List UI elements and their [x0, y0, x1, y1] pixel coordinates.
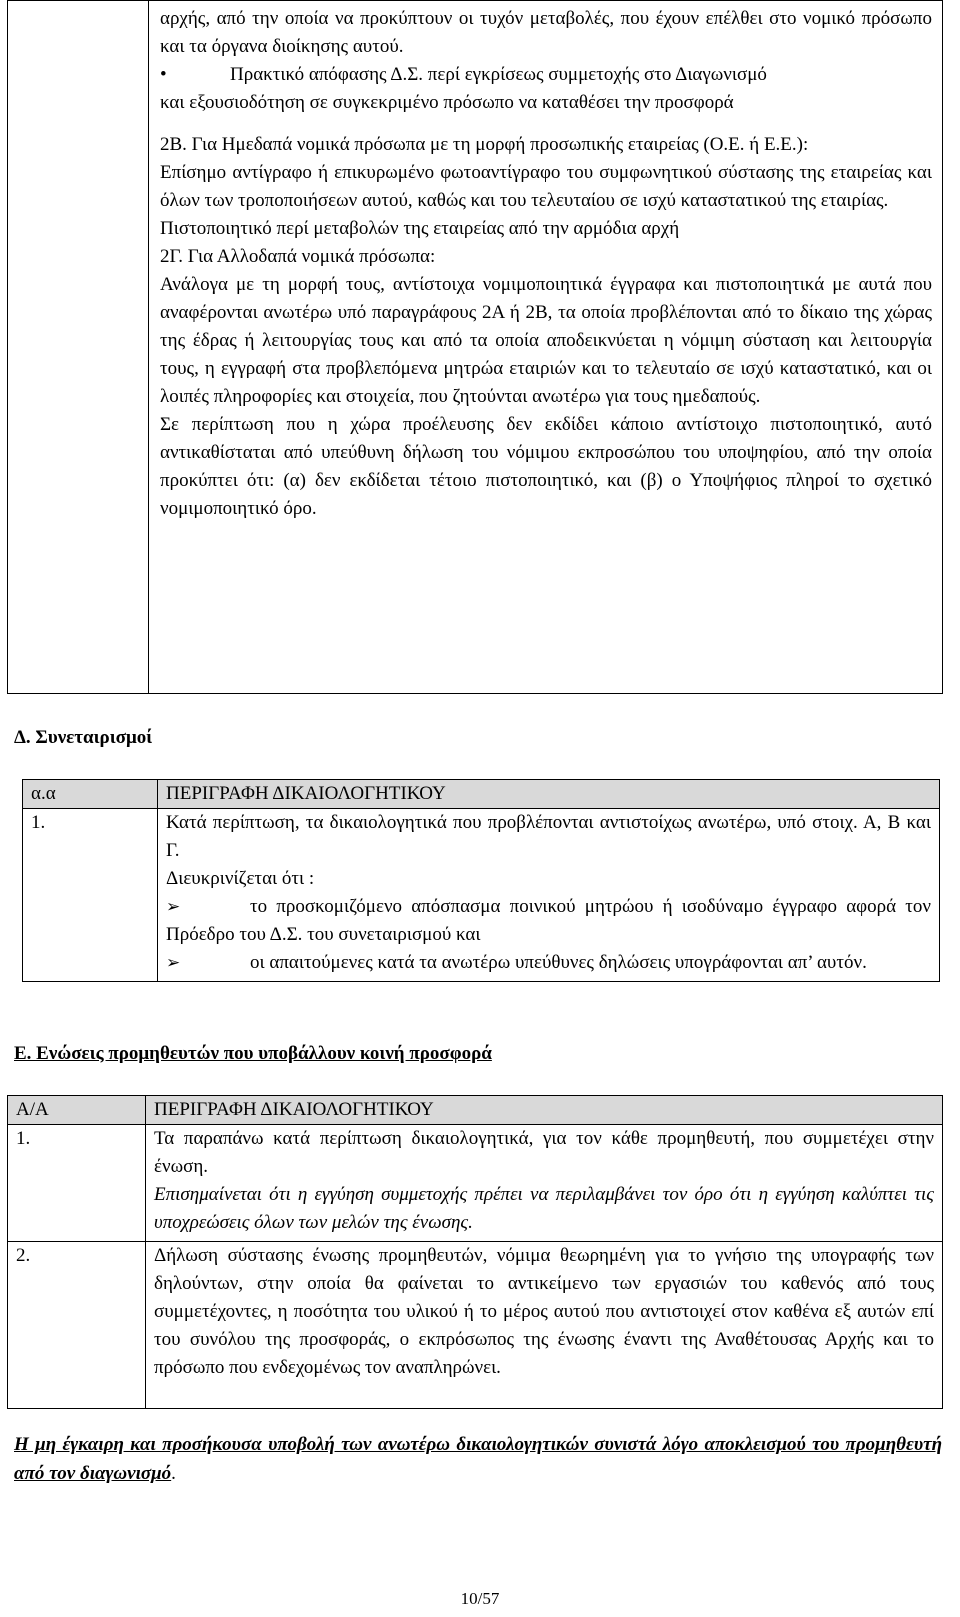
table-row [23, 809, 940, 982]
section-e-table [7, 1095, 943, 1409]
bullet-text: Πρακτικό απόφασης Δ.Σ. περί εγκρίσεως συμμετοχής στο Διαγωνισμό [230, 64, 767, 85]
row-text: Κατά περίπτωση, τα δικαιολογητικά που προβλέπονται αντιστοίχως ανωτέρω, υπό στοιχ. Α, Β και Γ. [166, 812, 931, 861]
continuation-text: αρχής, από την οποία να προκύπτουν οι τυχόν μεταβολές, που έχουν επέλθει στο νομικό πρόσωπο και τα όργανα διοίκησης αυτού. [160, 8, 932, 57]
section-2c-title: 2Γ. Για Αλλοδαπά νομικά πρόσωπα: [160, 246, 436, 267]
exclusion-note [14, 1430, 942, 1488]
row-clarification: Διευκρινίζεται ότι : [166, 868, 315, 889]
exclusion-note-text: Η μη έγκαιρη και προσήκουσα υποβολή των ανωτέρω δικαιολογητικών συνιστά λόγο αποκλεισμού του προμηθευτή από τον διαγωνισμό [14, 1434, 942, 1484]
bullet-item [160, 61, 932, 89]
continuation-cell [160, 5, 932, 523]
row-content [146, 1242, 943, 1409]
header-cell-aa: Α/Α [8, 1096, 146, 1125]
section-2b-text1: Επίσημο αντίγραφο ή επικυρωμένο φωτοαντίγραφο του συμφωνητικού σύστασης της εταιρείας και όλων των τροποποιήσεων αυτού, καθώς και του τελευταίου σε ισχύ καταστατικού της εταιρίας. [160, 162, 932, 211]
section-e-heading [14, 1040, 492, 1068]
arrow-item-text: το προσκομιζόμενο απόσπασμα ποινικού μητρώου ή ισοδύναμο έγγραφο αφορά τον Πρόεδρο του Δ.Σ. του συνεταιρισμού και [166, 896, 931, 945]
row-italic-note: Επισημαίνεται ότι η εγγύηση συμμετοχής πρέπει να περιλαμβάνει τον όρο ότι η εγγύηση καλύπτει τις υποχρεώσεις όλων των μελών της ένωσης. [154, 1184, 934, 1233]
header-cell-description: ΠΕΡΙΓΡΑΦΗ ΔΙΚΑΙΟΛΟΓΗΤΙΚΟΥ [146, 1096, 943, 1125]
section-d-heading [14, 724, 152, 752]
section-2b-text2: Πιστοποιητικό περί μεταβολών της εταιρείας από την αρμόδια αρχή [160, 218, 680, 239]
row-content [146, 1125, 943, 1242]
bullet-continuation: και εξουσιοδότηση σε συγκεκριμένο πρόσωπο να καταθέσει την προσφορά [160, 92, 734, 113]
table-header-row [8, 1096, 943, 1125]
table-column-divider [148, 1, 149, 693]
row-content [158, 809, 940, 982]
row-number: 1. [23, 809, 158, 982]
row-text: Δήλωση σύστασης ένωσης προμηθευτών, νόμιμα θεωρημένη για το γνήσιο της υπογραφής των δηλούντων, στην οποία θα φαίνεται το αντικείμενο των εργασιών του καθενός από τους συμμετέχοντες, η ποσότητα του υλικού ή το μέρος αυτού που αντιστοιχεί στον καθένα εξ αυτών επί του συνόλου της προσφοράς, ο εκπρόσωπος της ένωσης έναντι της Αναθέτουσας Αρχής και το πρόσωπο που ενδεχομένως τον αναπληρώνει. [154, 1245, 934, 1378]
exclusion-note-period: . [171, 1463, 176, 1484]
arrow-bullet-icon: ➢ [166, 953, 181, 973]
continuation-table [7, 0, 943, 694]
arrow-item-text: οι απαιτούμενες κατά τα ανωτέρω υπεύθυνες δηλώσεις υπογράφονται απ’ αυτόν. [250, 952, 867, 973]
table-row [8, 1242, 943, 1409]
bullet-dot-icon: • [160, 64, 167, 85]
section-e-title: Ε. Ενώσεις προμηθευτών που υποβάλλουν κοινή προσφορά [14, 1043, 492, 1064]
section-2b-title: 2Β. Για Ημεδαπά νομικά πρόσωπα με τη μορφή προσωπικής εταιρείας (Ο.Ε. ή Ε.Ε.): [160, 134, 809, 155]
header-cell-aa: α.α [23, 780, 158, 809]
page-number: 10/57 [460, 1589, 500, 1608]
arrow-bullet-icon: ➢ [166, 897, 181, 917]
table-header-row [23, 780, 940, 809]
header-cell-description: ΠΕΡΙΓΡΑΦΗ ΔΙΚΑΙΟΛΟΓΗΤΙΚΟΥ [158, 780, 940, 809]
section-d-table [22, 779, 940, 982]
table-row [8, 1125, 943, 1242]
row-number: 1. [8, 1125, 146, 1242]
row-text: Τα παραπάνω κατά περίπτωση δικαιολογητικά, για τον κάθε προμηθευτή, που συμμετέχει στην ένωση. [154, 1128, 934, 1177]
section-d-title: Δ. Συνεταιρισμοί [14, 727, 153, 748]
section-2c-text2: Σε περίπτωση που η χώρα προέλευσης δεν εκδίδει κάποιο αντίστοιχο πιστοποιητικό, αυτό αντικαθίσταται από υπεύθυνη δήλωση του νόμιμου εκπροσώπου του υποψηφίου, από την οποία προκύπτει ότι: (α) δεν εκδίδεται τέτοιο πιστοποιητικό, και (β) ο Υποψήφιος πληροί το σχετικό νομιμοποιητικό όρο. [160, 414, 932, 519]
section-2c-text1: Ανάλογα με τη μορφή τους, αντίστοιχα νομιμοποιητικά έγγραφα και πιστοποιητικά με αυτά που αναφέρονται ανωτέρω υπό παραγράφους 2Α ή 2Β, τα οποία προβλέπονται από το δίκαιο της χώρας της έδρας ή λειτουργίας τους και από τα οποία αποδεικνύεται η νόμιμη σύσταση και λειτουργία τους, η εγγραφή στα προβλεπόμενα μητρώα εταιριών και το τελευταίο σε ισχύ καταστατικό, και οι λοιπές πληροφορίες και στοιχεία, που ζητούνται ανωτέρω για τους ημεδαπούς. [160, 274, 932, 407]
row-number: 2. [8, 1242, 146, 1409]
